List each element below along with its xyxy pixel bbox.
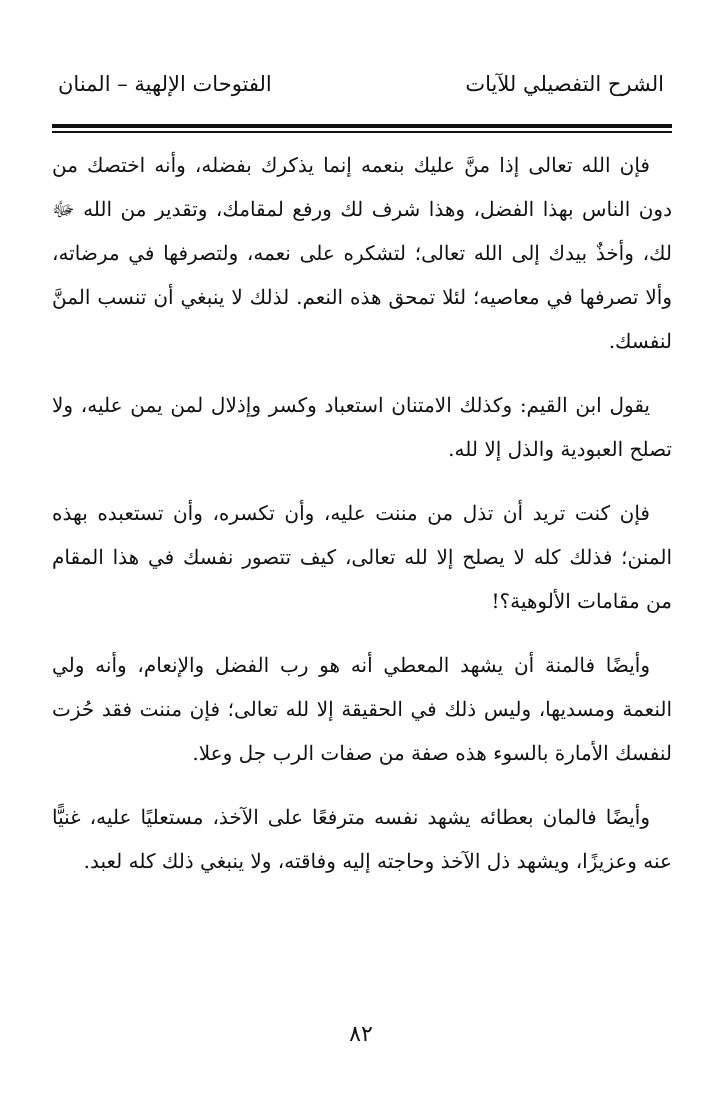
header-book-title: الشرح التفصيلي للآيات (465, 72, 664, 96)
header-rule-thick (52, 124, 672, 128)
paragraph-4: وأيضًا فالمنة أن يشهد المعطي أنه هو رب الفضل والإنعام، وأنه ولي النعمة ومسديها، وليس ذلك في الحقيقة إلا لله تعالى؛ فإن مننت فقد حُزت لنفسك الأمارة بالسوء هذه صفة من صفات الرب جل وعلا. (52, 653, 672, 765)
page-number: ٨٢ (349, 1022, 373, 1047)
header-rule-thin (52, 131, 672, 133)
header-chapter-title: الفتوحات الإلهية – المنان (58, 72, 272, 96)
paragraph-3: فإن كنت تريد أن تذل من مننت عليه، وأن تكسره، وأن تستعبده بهذه المنن؛ فذلك كله لا يصلح إلا لله تعالى، كيف تتصور نفسك في هذا المقام من مقامات الألوهية؟! (52, 501, 672, 613)
paragraph-2: يقول ابن القيم: وكذلك الامتنان استعباد وكسر وإذلال لمن يمن عليه، ولا تصلح العبودية والذل إلا لله. (52, 393, 672, 461)
running-header (52, 72, 670, 112)
paragraph-1: فإن الله تعالى إذا منَّ عليك بنعمه إنما يذكرك بفضله، وأنه اختصك من دون الناس بهذا الفضل، وهذا شرف لك ورفع لمقامك، وتقدير من الله ﷻ لك، وأخذٌ بيدك إلى الله تعالى؛ لتشكره على نعمه، ولتصرفها في مرضاته، وألا تصرفها في معاصيه؛ لئلا تمحق هذه النعم. لذلك لا ينبغي أن تنسب المنَّ لنفسك. (52, 153, 672, 353)
paragraph-5: وأيضًا فالمان بعطائه يشهد نفسه مترفعًا على الآخذ، مستعليًا عليه، غنيًّا عنه وعزيزًا، ويشهد ذل الآخذ وحاجته إليه وفاقته، ولا ينبغي ذلك كله لعبد. (52, 805, 672, 873)
body-text (52, 143, 672, 903)
